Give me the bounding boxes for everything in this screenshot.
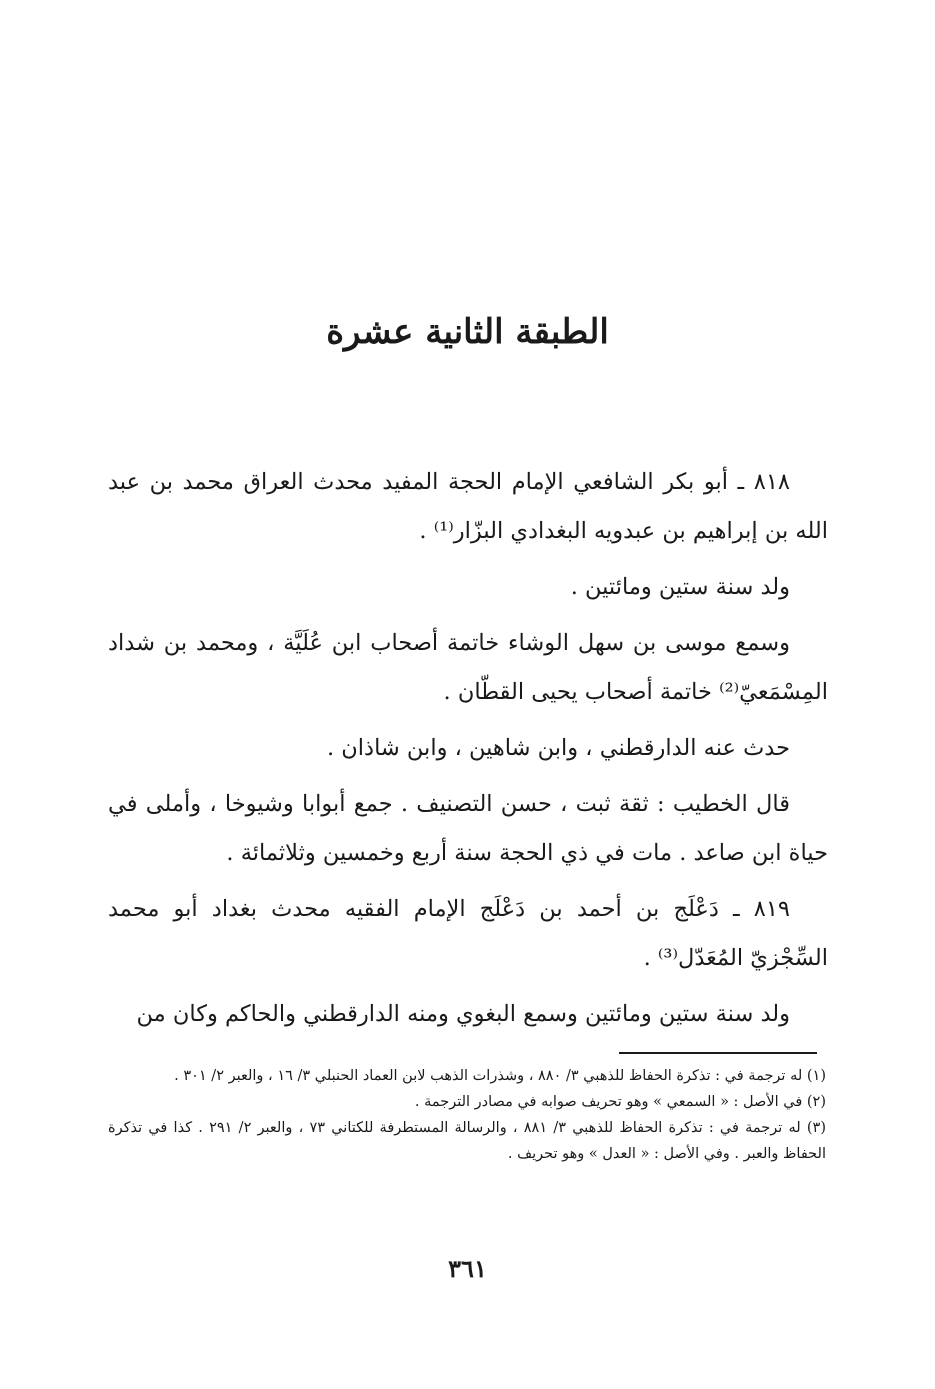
paragraph-birth-819: ولد سنة ستين ومائتين وسمع البغوي ومنه الدارقطني والحاكم وكان من xyxy=(136,1001,790,1027)
paragraph-entry-819: ٨١٩ ـ دَعْلَج بن أحمد بن دَعْلَج الإمام الفقيه محدث بغداد أبو محمد السِّجْزيّ المُعَدّل⁽³⁾ . xyxy=(108,896,828,971)
page-number: ٣٦١ xyxy=(448,1254,487,1283)
footnote-1: (١) له ترجمة في : تذكرة الحفاظ للذهبي ٣/ ٨٨٠ ، وشذرات الذهب لابن العماد الحنبلي ٣/ ١٦ ، والعبر ٢/ ٣٠١ . xyxy=(174,1068,826,1084)
paragraph-birth: ولد سنة ستين ومائتين . xyxy=(570,574,790,600)
paragraph-teachers: وسمع موسى بن سهل الوشاء خاتمة أصحاب ابن عُلَيَّة ، ومحمد بن شداد المِسْمَعيّ⁽²⁾ خاتمة أصحاب يحيى القطّان . xyxy=(108,630,828,705)
paragraph-khatib: قال الخطيب : ثقة ثبت ، حسن التصنيف . جمع أبوابا وشيوخا ، وأملى في حياة ابن صاعد . مات في ذي الحجة سنة أربع وخمسين وثلاثمائة . xyxy=(108,791,828,866)
paragraph-students: حدث عنه الدارقطني ، وابن شاهين ، وابن شاذان . xyxy=(326,735,790,761)
footnote-3: (٣) له ترجمة في : تذكرة الحفاظ للذهبي ٣/ ٨٨١ ، والرسالة المستطرفة للكتاني ٧٣ ، والعبر ٢/ ٢٩١ . كذا في تذكرة الحفاظ والعبر . وفي الأصل : « العدل » وهو تحريف . xyxy=(108,1120,827,1162)
paragraph-entry-818: ٨١٨ ـ أبو بكر الشافعي الإمام الحجة المفيد محدث العراق محمد بن عبد الله بن إبراهيم بن عبدويه البغدادي البزّار⁽¹⁾ . xyxy=(108,469,828,544)
footnote-divider xyxy=(619,1052,817,1054)
page-title: الطبقة الثانية عشرة xyxy=(326,311,609,352)
footnote-2: (٢) في الأصل : « السمعي » وهو تحريف صوابه في مصادر الترجمة . xyxy=(414,1094,826,1110)
main-text xyxy=(108,458,828,1046)
footnotes xyxy=(108,1063,826,1167)
